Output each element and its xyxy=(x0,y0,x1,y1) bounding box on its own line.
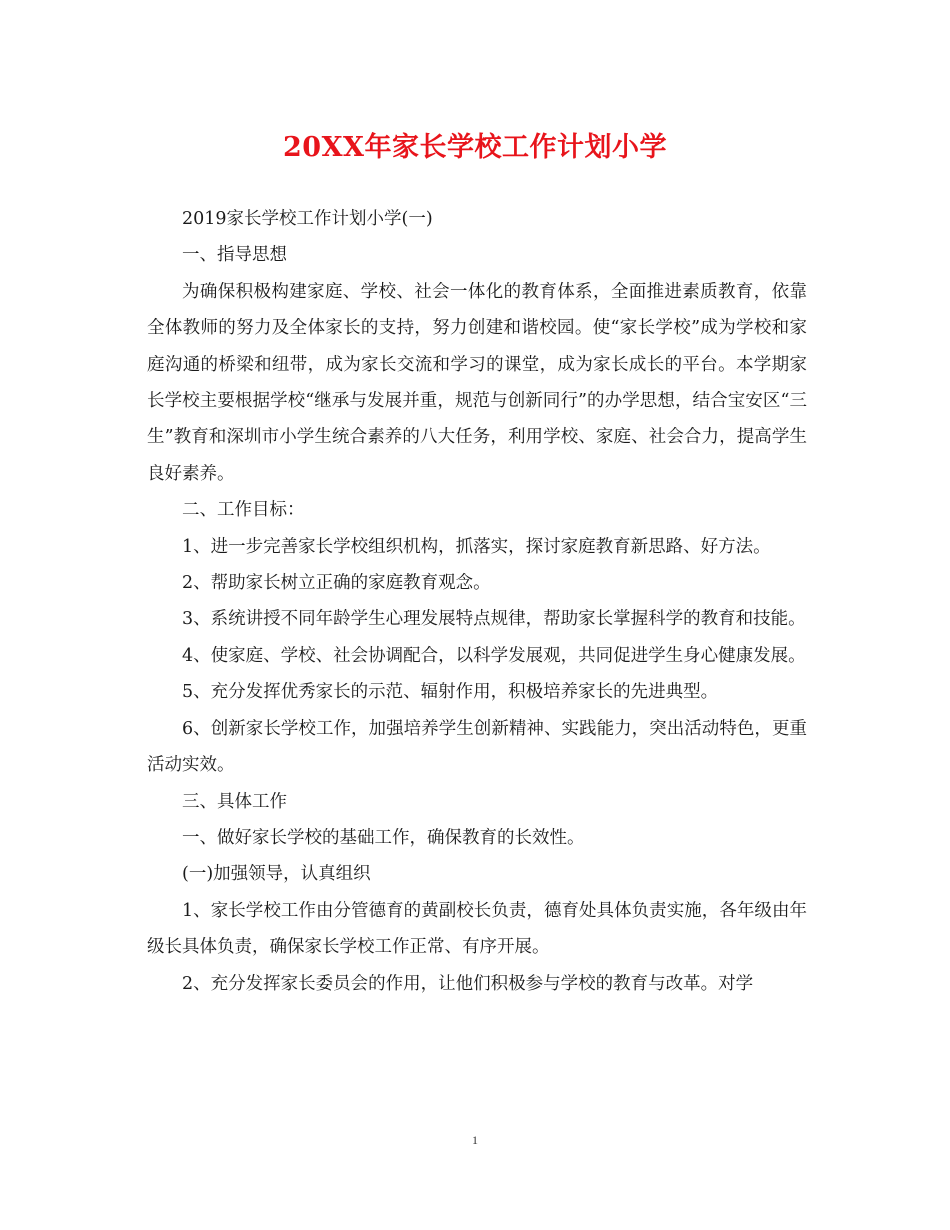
page-number: 1 xyxy=(472,1133,478,1147)
subheading-leadership: (一)加强领导，认真组织 xyxy=(182,864,371,885)
paragraph-subtitle: 2019家长学校工作计划小学(一) xyxy=(182,209,433,229)
document-title: 20XX年家长学校工作计划小学 xyxy=(283,132,667,163)
document-body xyxy=(147,201,807,1002)
paragraph-work-item-2: 2、充分发挥家长委员会的作用，让他们积极参与学校的教育与改革。对学 xyxy=(182,973,754,994)
heading-specific-work: 三、具体工作 xyxy=(182,791,287,812)
paragraph-work-item-1: 1、家长学校工作由分管德育的黄副校长负责，德育处具体负责实施，各年级由年级长具体负责，确保家长学校工作正常、有序开展。 xyxy=(147,900,807,958)
paragraph-guiding-ideology: 为确保积极构建家庭、学校、社会一体化的教育体系，全面推进素质教育，依靠全体教师的努力及全体家长的支持，努力创建和谐校园。使“家长学校”成为学校和家庭沟通的桥梁和纽带，成为家长交流和学习的课堂，成为家长成长的平台。本学期家长学校主要根据学校“继承与发展并重，规范与创新同行”的办学思想，结合宝安区“三生”教育和深圳市小学生统合素养的八大任务，利用学校、家庭、社会合力，提高学生良好素养。 xyxy=(147,281,807,484)
paragraph-goal-6: 6、创新家长学校工作，加强培养学生创新精神、实践能力，突出活动特色，更重活动实效。 xyxy=(147,718,807,776)
heading-work-goals: 二、工作目标： xyxy=(182,500,305,521)
heading-guiding-ideology: 一、指导思想 xyxy=(182,245,287,266)
paragraph-basic-work: 一、做好家长学校的基础工作，确保教育的长效性。 xyxy=(182,827,585,848)
paragraph-goal-4: 4、使家庭、学校、社会协调配合，以科学发展观，共同促进学生身心健康发展。 xyxy=(182,645,806,666)
paragraph-goal-5: 5、充分发挥优秀家长的示范、辐射作用，积极培养家长的先进典型。 xyxy=(182,682,719,703)
paragraph-goal-2: 2、帮助家长树立正确的家庭教育观念。 xyxy=(182,573,491,594)
paragraph-goal-3: 3、系统讲授不同年龄学生心理发展特点规律，帮助家长掌握科学的教育和技能。 xyxy=(182,609,806,630)
paragraph-goal-1: 1、进一步完善家长学校组织机构，抓落实，探讨家庭教育新思路、好方法。 xyxy=(182,536,771,557)
